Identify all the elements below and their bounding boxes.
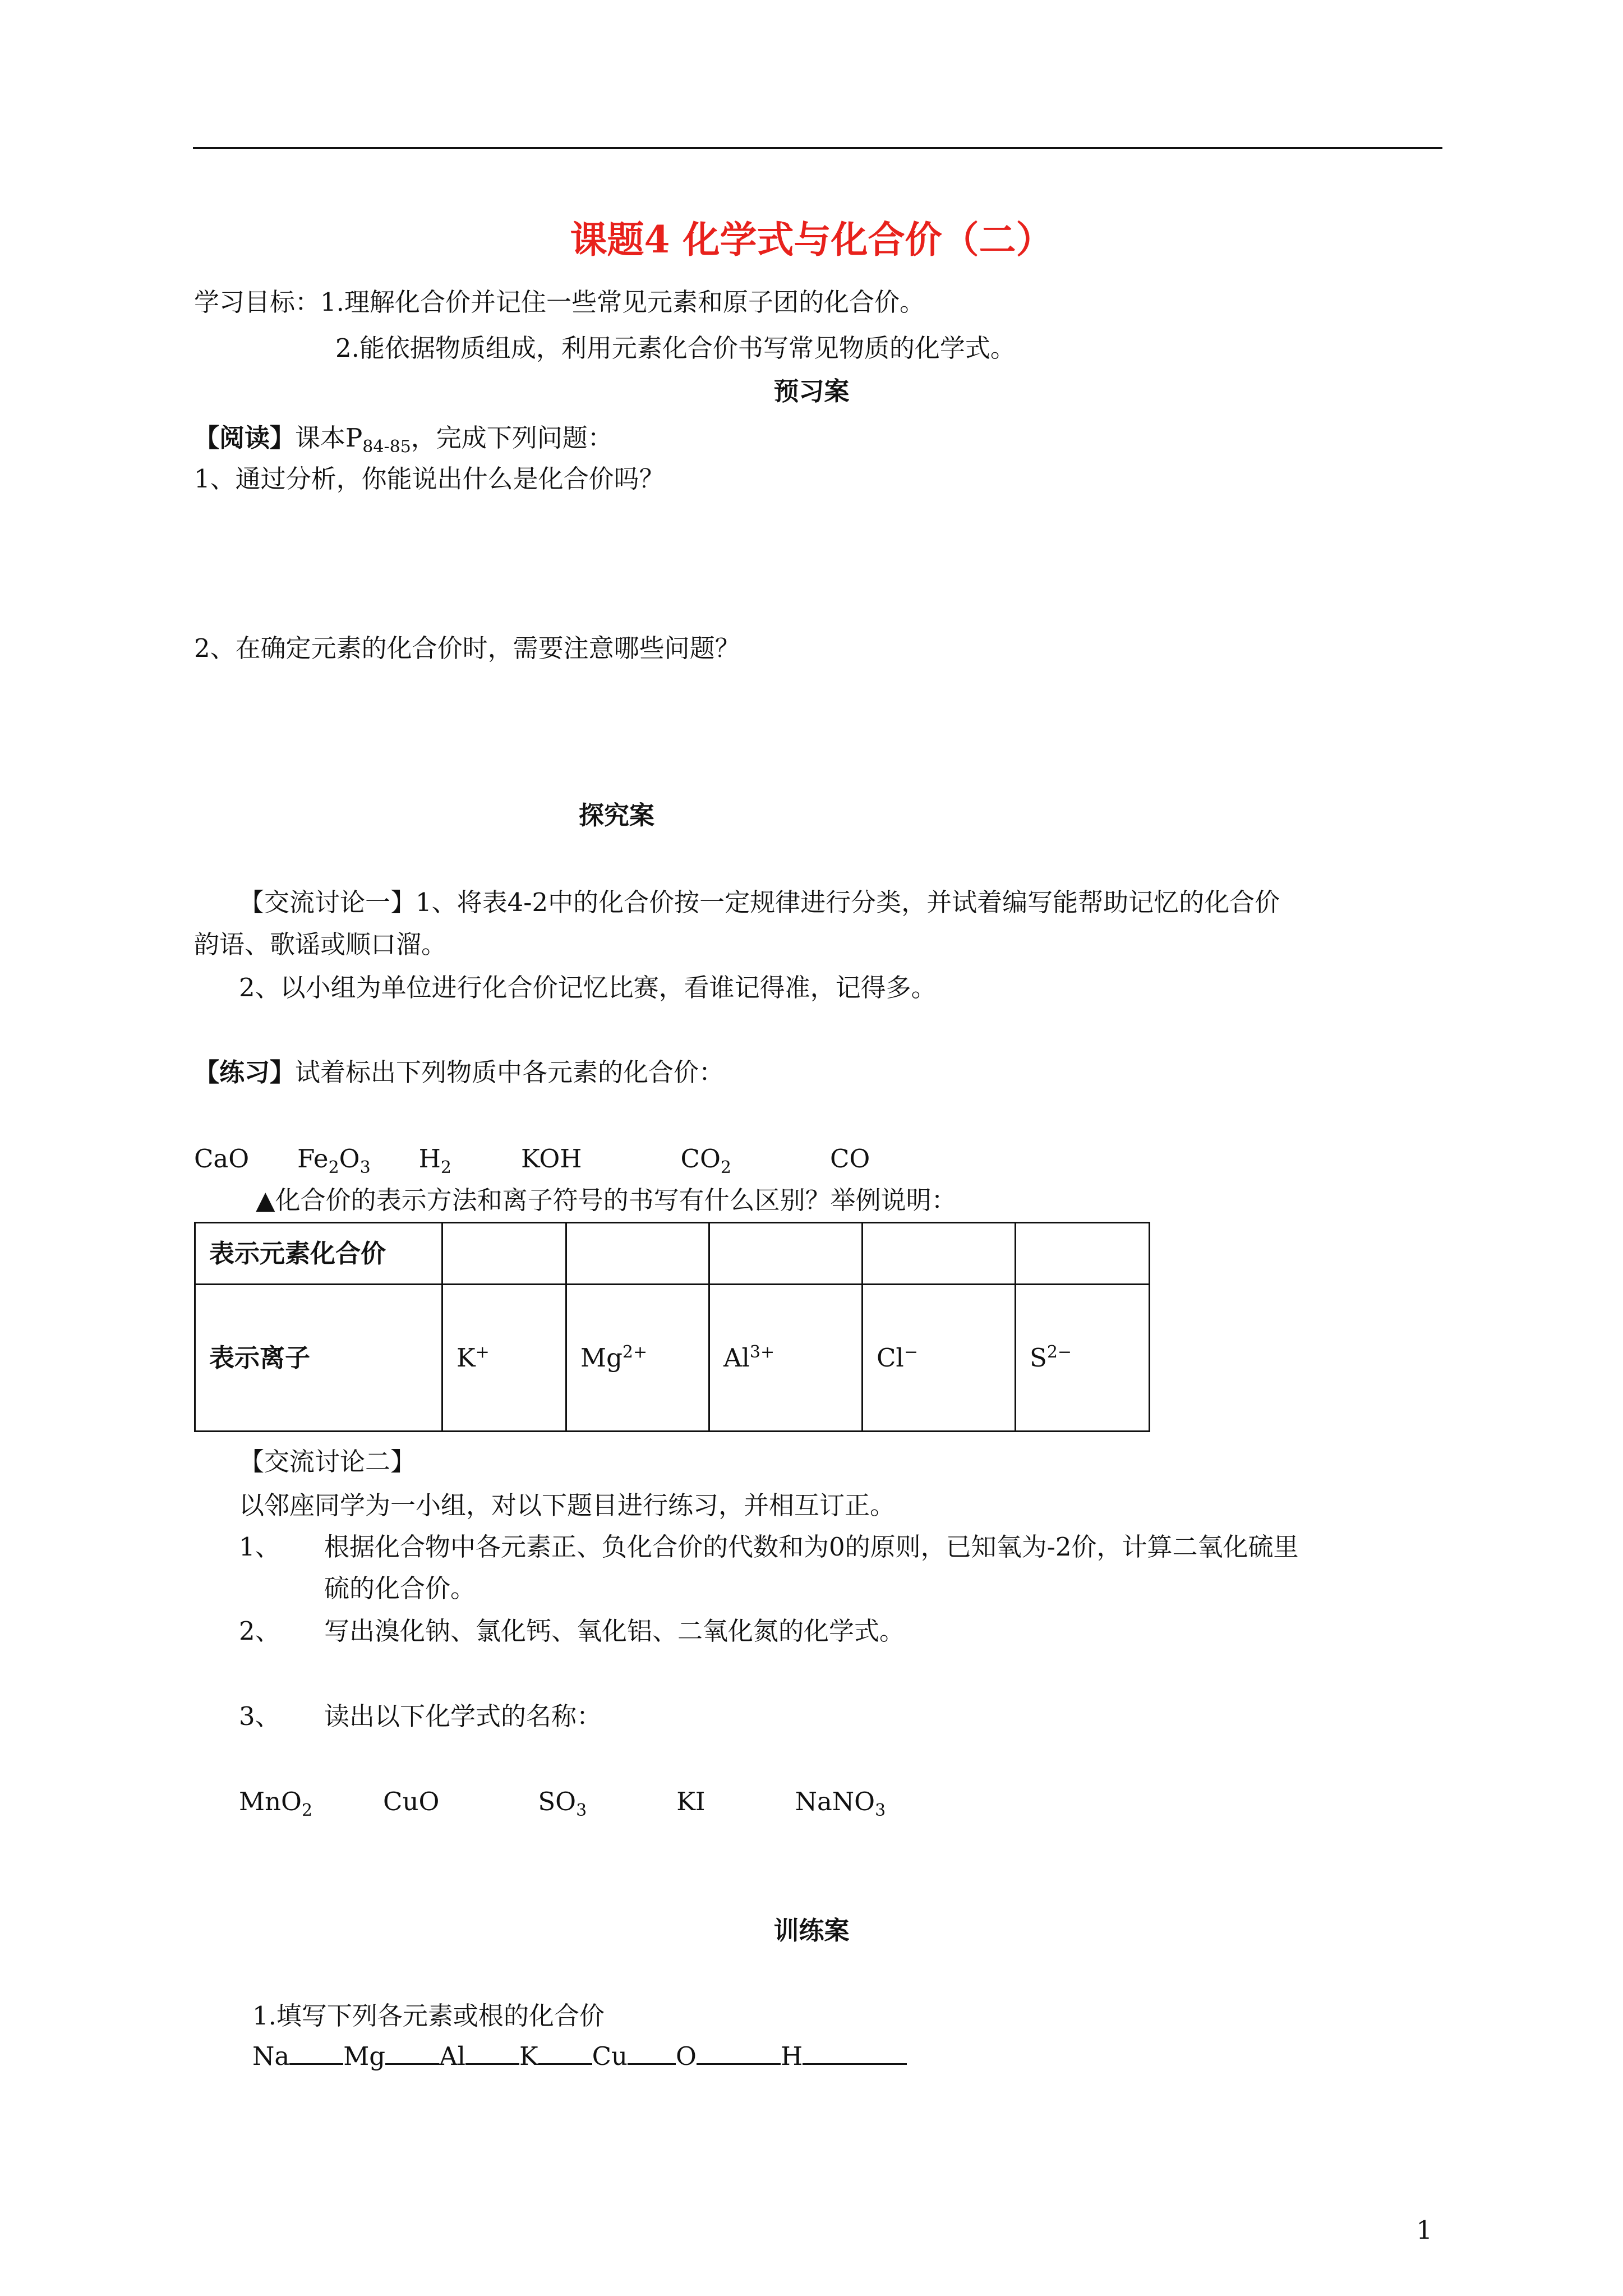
answer-blank[interactable] [803, 2039, 907, 2065]
d2-q2: 写出溴化钠、氯化钙、氧化铝、二氧化氮的化学式。 [324, 1616, 905, 1646]
table-cell [709, 1223, 863, 1285]
training-heading: 训练案 [773, 1916, 850, 1945]
table-row-valence [195, 1223, 1150, 1285]
discussion-1-line-1 [239, 884, 1280, 922]
element-label: K [519, 2041, 538, 2071]
table-cell [442, 1223, 566, 1285]
formula-KI: KI [676, 1787, 706, 1816]
naming-formulas [239, 1783, 886, 1821]
element-label: H [780, 2041, 803, 2071]
ion-cell [1016, 1285, 1150, 1432]
objective-2: 2.能依据物质组成，利用元素化合价书写常见物质的化学式。 [335, 333, 1016, 363]
discussion-1-text: 1、将表4-2中的化合价按一定规律进行分类，并试着编写能帮助记忆的化合价 [416, 887, 1280, 917]
practice-text: 试着标出下列物质中各元素的化合价： [295, 1057, 725, 1087]
ion-symbol: Al [723, 1342, 750, 1373]
ion-cell [863, 1285, 1016, 1432]
ion-charge: 3+ [749, 1342, 775, 1362]
formula-NaNO3: NaNO$_3$ [795, 1787, 886, 1820]
objectives-label: 学习目标： [194, 287, 321, 317]
element-label: Cu [592, 2041, 628, 2071]
d2-q1-line-1: 根据化合物中各元素正、负化合价的代数和为0的原则，已知氧为-2价，计算二氧化硫里 [324, 1532, 1299, 1562]
d2-q1-line-2: 硫的化合价。 [324, 1573, 476, 1603]
discussion-1-line-2: 韵语、歌谣或顺口溜。 [194, 930, 447, 959]
read-tag: 【阅读】 [194, 423, 296, 453]
table-row-ion [195, 1285, 1150, 1432]
ion-cell [566, 1285, 709, 1432]
formula-Fe2O3: $Fe_2O_3$ [297, 1144, 371, 1177]
table-header-ion: 表示离子 [195, 1285, 442, 1432]
valence-ion-table [194, 1222, 1150, 1432]
objectives-line-1 [194, 283, 925, 321]
training-fill-line [252, 2037, 907, 2076]
formula-SO3: $SO_3$ [538, 1787, 587, 1820]
element-label: Al [439, 2041, 465, 2071]
preview-question-1: 1、通过分析，你能说出什么是化合价吗？ [194, 464, 665, 494]
answer-blank[interactable] [465, 2039, 519, 2065]
read-pages: 84-85 [362, 437, 411, 457]
objective-1: 1.理解化合价并记住一些常见元素和原子团的化合价。 [320, 287, 925, 317]
formula-CuO: CuO [383, 1787, 440, 1816]
d2-q3: 读出以下化学式的名称： [324, 1701, 602, 1731]
table-cell [863, 1223, 1016, 1285]
ion-charge: + [475, 1342, 490, 1362]
formula-CO: CO [829, 1144, 870, 1174]
ion-charge: 2+ [622, 1342, 648, 1362]
discussion-2-tag: 【交流讨论二】 [239, 1447, 416, 1476]
ion-symbol: Cl [877, 1342, 904, 1373]
ion-symbol: Mg [580, 1342, 623, 1373]
read-text-b: ，完成下列问题： [411, 423, 613, 453]
preview-question-2: 2、在确定元素的化合价时，需要注意哪些问题？ [194, 633, 740, 663]
formula-CO2: $CO_2$ [680, 1144, 731, 1177]
d2-q1-number: 1、 [239, 1532, 280, 1562]
practice-tag: 【练习】 [194, 1057, 296, 1087]
element-label: O [676, 2041, 697, 2071]
ion-charge: − [903, 1342, 918, 1362]
practice-formulas [194, 1140, 870, 1178]
compare-question: ▲化合价的表示方法和离子符号的书写有什么区别？举例说明： [256, 1185, 957, 1215]
ion-charge: 2− [1046, 1342, 1072, 1362]
answer-blank[interactable] [538, 2039, 592, 2065]
ion-cell [709, 1285, 863, 1432]
table-cell [566, 1223, 709, 1285]
answer-blank[interactable] [289, 2039, 343, 2065]
element-label: Mg [343, 2041, 386, 2071]
read-instruction [194, 419, 613, 457]
formula-MnO2: MnO$_2$ [239, 1787, 313, 1820]
answer-blank[interactable] [697, 2039, 781, 2065]
table-cell [1016, 1223, 1150, 1285]
discussion-1-tag: 【交流讨论一】 [239, 887, 416, 917]
d2-q3-number: 3、 [239, 1701, 280, 1731]
header-rule [193, 147, 1442, 149]
formula-H2: $H_2$ [418, 1144, 451, 1177]
read-text-a: 课本P [295, 423, 363, 453]
training-question-1: 1.填写下列各元素或根的化合价 [252, 2001, 605, 2031]
element-label: Na [252, 2041, 290, 2071]
page-title: 课题4 化学式与化合价（二） [570, 218, 1053, 261]
formula-CaO: CaO [194, 1144, 250, 1174]
ion-cell [442, 1285, 566, 1432]
discussion-1-item-2: 2、以小组为单位进行化合价记忆比赛，看谁记得准，记得多。 [239, 973, 937, 1002]
page-number: 1 [1416, 2215, 1432, 2245]
ion-symbol: S [1030, 1342, 1047, 1373]
answer-blank[interactable] [628, 2039, 676, 2065]
explore-heading: 探究案 [579, 800, 655, 830]
table-header-valence: 表示元素化合价 [195, 1223, 442, 1285]
d2-q2-number: 2、 [239, 1616, 280, 1646]
practice-line [194, 1053, 724, 1092]
discussion-2-intro: 以邻座同学为一小组，对以下题目进行练习，并相互订正。 [239, 1490, 896, 1520]
ion-symbol: K [457, 1342, 476, 1373]
formula-KOH: KOH [521, 1144, 582, 1174]
preview-heading: 预习案 [773, 376, 850, 406]
answer-blank[interactable] [385, 2039, 439, 2065]
